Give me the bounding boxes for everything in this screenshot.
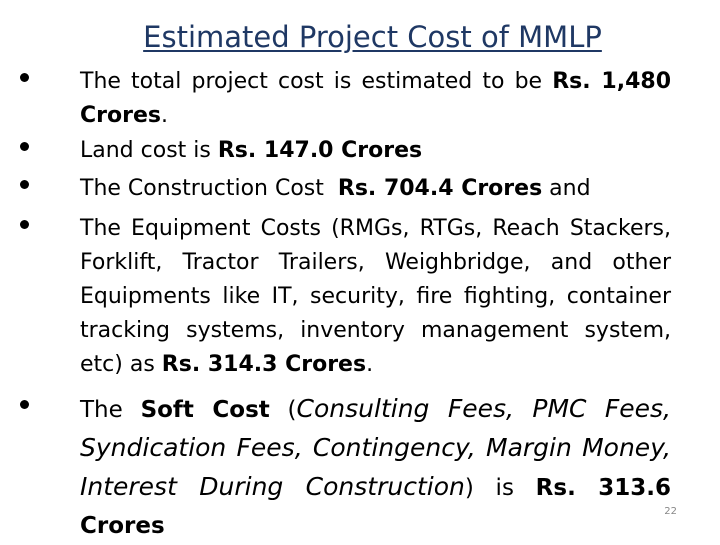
- bullet-text: The Equipment Costs (RMGs, RTGs, Reach Stackers, Forklift, Tractor Trailers, Weighbridge, and other Equipments like IT, security, fire fighting, container tracking systems, inventory management system, etc) as: [80, 216, 671, 377]
- bullet-text: The: [80, 397, 141, 423]
- paren-close: ) is: [464, 475, 536, 501]
- bullet-text: The Construction Cost: [80, 176, 338, 201]
- bullet-amount: Rs. 147.0 Crores: [217, 138, 423, 163]
- bullet-text: The total project cost is estimated to be: [80, 69, 553, 94]
- bullet-text-end: .: [366, 352, 374, 377]
- slide-title: Estimated Project Cost of MMLP: [143, 20, 602, 54]
- bullet-amount: Rs. 314.3 Crores: [161, 352, 367, 377]
- bullet-dot-icon: [20, 180, 29, 189]
- paren-open: (: [269, 397, 297, 423]
- bullet-total-cost: [20, 65, 671, 133]
- bullet-text-end: and: [542, 176, 591, 201]
- soft-cost-items: Consulting Fees, PMC Fees, Syndication Fees, Contingency, Margin Money, Interest During Construction: [80, 394, 671, 501]
- bullet-land-cost: [20, 134, 671, 168]
- soft-cost-label: Soft Cost: [140, 397, 270, 423]
- bullet-text: Land cost is: [80, 138, 218, 163]
- bullet-amount: Rs. 704.4 Crores: [337, 176, 543, 201]
- bullet-soft-cost: [20, 390, 671, 545]
- bullet-text-end: .: [160, 103, 168, 128]
- bullet-dot-icon: [20, 400, 29, 409]
- bullet-dot-icon: [20, 142, 29, 151]
- bullet-dot-icon: [20, 220, 29, 229]
- bullet-construction-cost: [20, 172, 671, 206]
- bullet-amount: Rs. 1,480 Crores: [80, 69, 671, 128]
- page-number: 22: [664, 506, 677, 517]
- bullet-equipment-cost: [20, 212, 671, 382]
- bullet-dot-icon: [20, 73, 29, 82]
- bullet-amount: Rs. 313.6 Crores: [80, 475, 671, 539]
